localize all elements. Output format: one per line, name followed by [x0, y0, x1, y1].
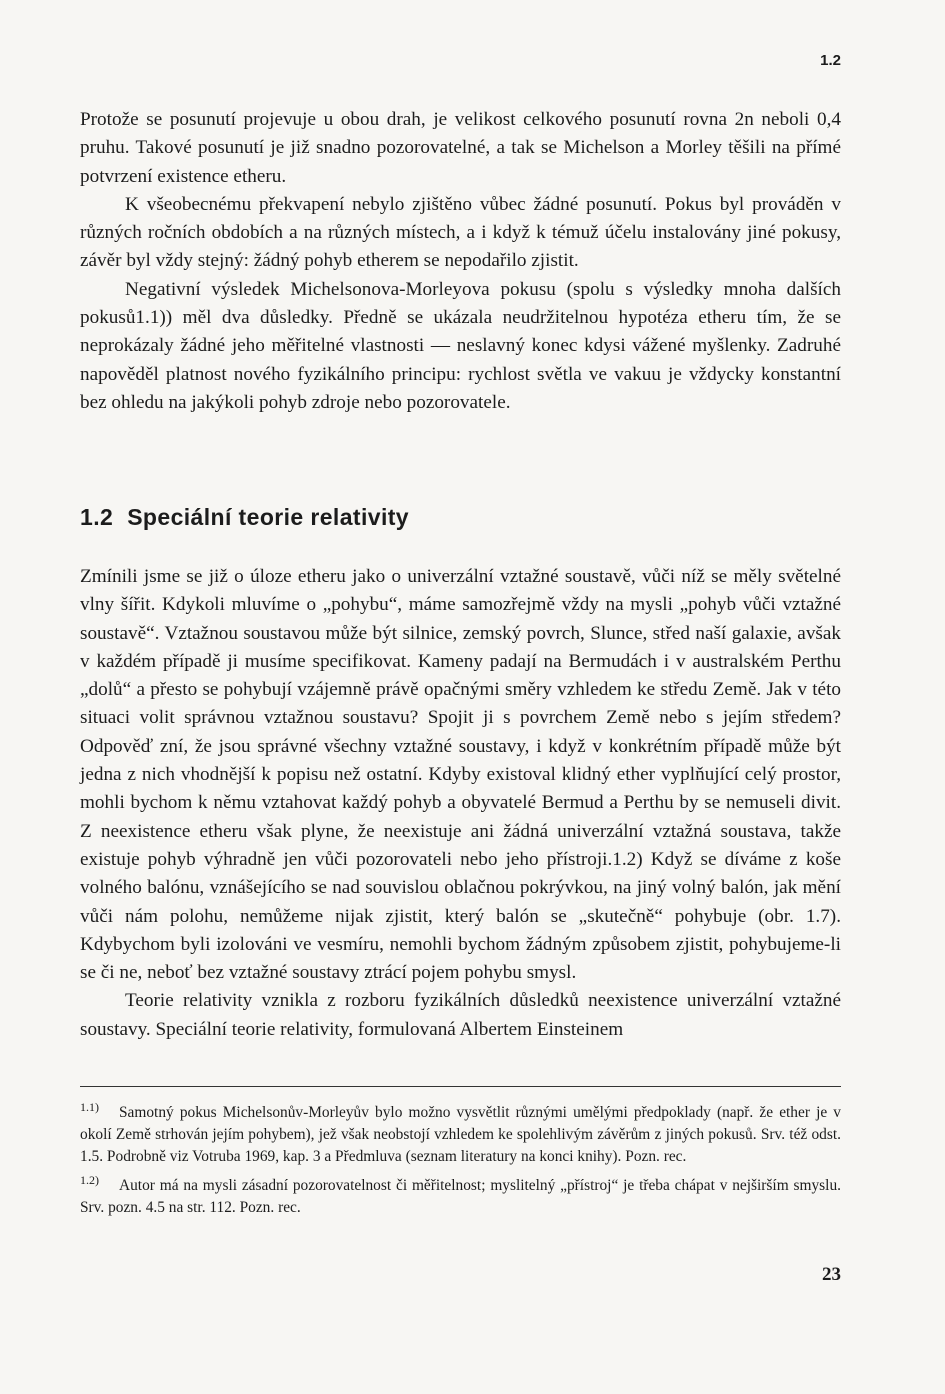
intro-paragraph: Protože se posunutí projevuje u obou drah, je velikost celkového posunutí rovna 2n neboli 0,4 pruhu. Takové posunutí je již snadno pozorovatelné, a tak se Michelson a Morley těšili na přímé potvrzení existence etheru. — [80, 109, 841, 187]
section-heading — [80, 504, 409, 531]
footnote — [80, 1097, 841, 1167]
section-paragraph: Zmínili jsme se již o úloze etheru jako o univerzální vztažné soustavě, vůči níž se měly světelné vlny šířit. Kdykoli mluvíme o „pohybu“, máme samozřejmě vždy na mysli „pohyb vůči vztažné soustavě“. Vztažnou soustavou může být silnice, zemský povrch, Slunce, střed naší galaxie, avšak v každém případě ji musíme specifikovat. Kameny padají na Bermudách i v australském Perthu „dolů“ a přesto se pohybují vzájemně právě opačnými směry vzhledem ke středu Země. Jak v této situaci volit správnou vztažnou soustavu? Spojit ji s povrchem Země nebo s jejím středem? Odpověď zní, že jsou správné všechny vztažné soustavy, i když v konkrétním případě může být jedna z nich vhodnější k popisu než ostatní. Kdyby existoval klidný ether vyplňující celý prostor, mohli bychom k němu vztahovat každý pohyb a obyvatelé Bermud a Perthu by se nemuseli divit. Z neexistence etheru však plyne, že neexistuje ani žádná univerzální vztažná soustava, takže existuje pohyb výhradně jen vůči pozorovateli nebo jeho přístroji.1.2) Když se díváme z koše volného balónu, vznášejícího se nad souvislou oblačnou pokrývkou, na jiný volný balón, jak mění vůči nám polohu, nemůžeme nijak zjistit, který balón se „skutečně“ pohybuje (obr. 1.7). Kdybychom byli izolováni ve vesmíru, nemohli bychom žádným způsobem zjistit, pohybujeme-li se či ne, neboť bez vztažné soustavy ztrácí pojem pohybu smysl. — [80, 566, 841, 984]
footnote-mark: 1.2) — [80, 1173, 99, 1188]
intro-text-block — [80, 106, 841, 417]
intro-paragraph: Negativní výsledek Michelsonova-Morleyova pokusu (spolu s výsledky mnoha dalších pokusů1.1)) měl dva důsledky. Předně se ukázala neudržitelnou hypotéza etheru tím, že se neprokázaly žádné jeho měřitelné vlastnosti — neslavný konec kdysi vážené myšlenky. Zadruhé napověděl platnost nového fyzikálního principu: rychlost světla ve vakuu je vždycky konstantní bez ohledu na jakýkoli pohyb zdroje nebo pozorovatele. — [80, 278, 841, 413]
footnote-mark: 1.1) — [80, 1100, 99, 1114]
footnote-text: Autor má na mysli zásadní pozorovatelnost či měřitelnost; myslitelný „přístroj“ je třeba chápat v nejširším smyslu. Srv. pozn. 4.5 na str. 112. Pozn. rec. — [80, 1177, 841, 1217]
footnote-divider — [80, 1086, 841, 1087]
section-text-block — [80, 563, 841, 1044]
section-paragraph: Teorie relativity vznikla z rozboru fyzikálních důsledků neexistence univerzální vztažné soustavy. Speciální teorie relativity, formulovaná Albertem Einsteinem — [80, 990, 841, 1040]
footnote-text: Samotný pokus Michelsonův-Morleyův bylo možno vysvětlit různými umělými předpoklady (např. že ether je v okolí Země strhován jejím pohybem), jež však neobstojí vzhledem ke spolehlivým závěrům z jiných pokusů. Srv. též odst. 1.5. Podrobně viz Votruba 1969, kap. 3 a Předmluva (seznam literatury na konci knihy). Pozn. rec. — [80, 1104, 841, 1165]
footnotes — [80, 1097, 841, 1222]
section-number: 1.2 — [80, 504, 114, 530]
intro-paragraph: K všeobecnému překvapení nebylo zjištěno vůbec žádné posunutí. Pokus byl prováděn v různých ročních obdobích a na různých místech, a i když k témuž účelu instalovány jiné pokusy, závěr byl vždy stejný: žádný pohyb etherem se nepodařilo zjistit. — [80, 193, 841, 272]
running-head: 1.2 — [820, 52, 841, 69]
page-number: 23 — [822, 1264, 841, 1285]
section-title: Speciální teorie relativity — [127, 504, 409, 530]
footnote — [80, 1170, 841, 1219]
